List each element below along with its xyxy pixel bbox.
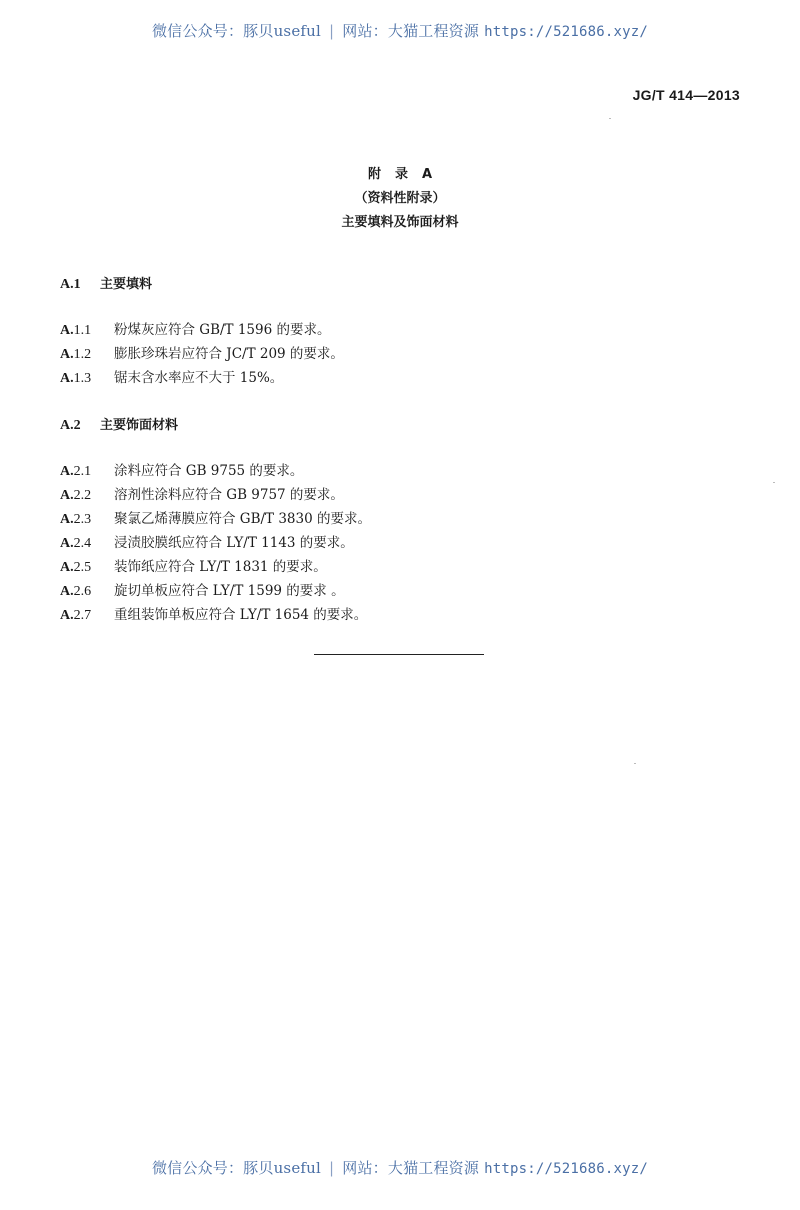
clause-a-2-7 (60, 603, 367, 624)
clause-number: A.1.1 (60, 323, 92, 338)
section-title: 主要饰面材料 (100, 418, 179, 433)
standard-code: JG/T 414—2013 (632, 87, 740, 103)
section-heading-a1 (60, 273, 152, 293)
watermark-bottom (0, 1157, 800, 1178)
section-number: A.2 (60, 418, 81, 433)
clause-text: 膨胀珍珠岩应符合 JC/T 209 的要求。 (114, 346, 344, 362)
clause-a-2-2 (60, 483, 344, 504)
watermark-wechat-label: 微信公众号：豚贝useful (151, 22, 322, 40)
clause-a-1-1 (60, 318, 331, 339)
clause-number: A.2.3 (60, 512, 92, 527)
section-heading-a2 (60, 414, 178, 434)
clause-text: 粉煤灰应符合 GB/T 1596 的要求。 (114, 322, 331, 338)
section-number: A.1 (60, 277, 81, 292)
clause-number: A.2.6 (60, 584, 92, 599)
clause-text: 浸渍胶膜纸应符合 LY/T 1143 的要求。 (114, 535, 354, 551)
clause-text: 旋切单板应符合 LY/T 1599 的要求 。 (114, 583, 345, 599)
watermark-wechat-label: 微信公众号：豚贝useful (151, 1159, 322, 1177)
watermark-separator: | (329, 1159, 335, 1177)
scan-speck (609, 118, 611, 119)
clause-a-1-3 (60, 366, 283, 387)
clause-number: A.2.5 (60, 560, 92, 575)
clause-number: A.2.2 (60, 488, 92, 503)
clause-a-2-5 (60, 555, 327, 576)
watermark-site-label: 网站：大猫工程资源 (342, 22, 480, 40)
clause-number: A.2.7 (60, 608, 92, 623)
clause-text: 涂料应符合 GB 9755 的要求。 (114, 463, 304, 479)
clause-number: A.1.2 (60, 347, 92, 362)
clause-number: A.1.3 (60, 371, 92, 386)
watermark-url: https://521686.xyz/ (484, 1161, 649, 1177)
scan-speck (634, 763, 636, 764)
clause-text: 锯末含水率应不大于 15%。 (114, 370, 284, 386)
clause-text: 溶剂性涂料应符合 GB 9757 的要求。 (114, 487, 344, 503)
watermark-url: https://521686.xyz/ (484, 24, 649, 40)
watermark-separator: | (329, 22, 335, 40)
clause-a-2-6 (60, 579, 345, 600)
clause-a-2-3 (60, 507, 371, 528)
watermark-top (0, 20, 800, 41)
scan-speck (773, 482, 775, 483)
clause-number: A.2.1 (60, 464, 92, 479)
clause-text: 聚氯乙烯薄膜应符合 GB/T 3830 的要求。 (114, 511, 371, 527)
annex-label: 附录A (367, 167, 447, 182)
clause-a-2-4 (60, 531, 354, 552)
end-rule-divider (314, 654, 484, 655)
clause-text: 装饰纸应符合 LY/T 1831 的要求。 (114, 559, 327, 575)
clause-a-2-1 (60, 459, 303, 480)
watermark-site-label: 网站：大猫工程资源 (342, 1159, 480, 1177)
clause-a-1-2 (60, 342, 344, 363)
annex-title: 主要填料及饰面材料 (341, 215, 459, 230)
annex-title-block (0, 163, 800, 235)
annex-type: （资料性附录） (354, 191, 446, 206)
clause-text: 重组装饰单板应符合 LY/T 1654 的要求。 (114, 607, 368, 623)
clause-number: A.2.4 (60, 536, 92, 551)
section-title: 主要填料 (100, 277, 153, 292)
